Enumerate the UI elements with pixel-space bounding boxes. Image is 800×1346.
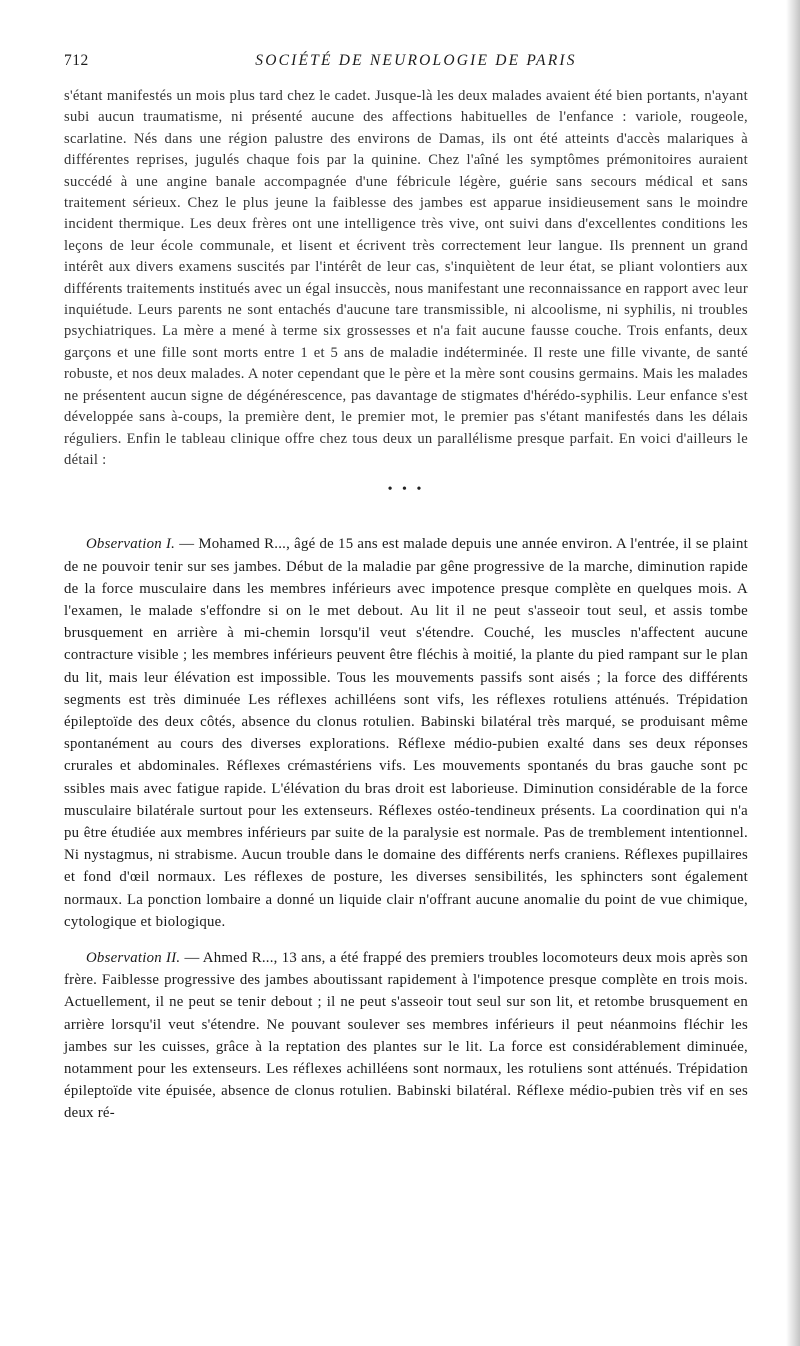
page-header bbox=[64, 52, 748, 74]
ornament-dots: • • • bbox=[387, 482, 425, 498]
observation-2 bbox=[64, 947, 748, 1125]
observation-2-label: Observation II. bbox=[86, 949, 181, 966]
observation-1 bbox=[64, 533, 748, 933]
page-number: 712 bbox=[64, 52, 89, 69]
observation-2-text: — Ahmed R..., 13 ans, a été frappé des premiers troubles locomoteurs deux mois après son frère. Faiblesse progressive des jambes aboutissant rapidement à l'impotence presque complète en trois mois. Actuellement, il ne peut se tenir debout ; il ne peut s'asseoir tout seul sur son lit, et retombe brusquement en arrière lorsqu'il veut s'étendre. Ne pouvant soulever ses membres inférieurs il peut néanmoins fléchir les jambes sur les cuisses, grâce à la reptation des plantes sur le lit. La force est considérablement diminuée, notamment pour les extenseurs. Les réflexes achilléens sont normaux, les rotuliens sont atténués. Trépidation épileptoïde vite épuisée, absence de clonus rotulien. Babinski bilatéral. Réflexe médio-pubien très vif en ses deux ré- bbox=[64, 949, 748, 1122]
observation-1-text: — Mohamed R..., âgé de 15 ans est malade depuis une année environ. A l'entrée, il se plaint de ne pouvoir tenir sur ses jambes. Début de la maladie par gêne progressive de la marche, diminution rapide de la force musculaire dans les membres inférieurs avec impotence presque complète en quelques mois. A l'examen, le malade s'effondre si on le met debout. Au lit il ne peut s'asseoir tout seul, et assis tombe brusquement en arrière à mi-chemin lorsqu'il veut s'étendre. Couché, les muscles n'affectent aucune contracture visible ; les membres inférieurs peuvent être fléchis à moitié, la plante du pied rampant sur le plan du lit, mais leur élévation est impossible. Tous les mouvements passifs sont aisés ; la force des différents segments est très diminuée Les réflexes achilléens sont vifs, les réflexes rotuliens atténués. Trépidation épileptoïde des deux côtés, absence du clonus rotulien. Babinski bilatéral très marqué, se produisant même spontanément au cours des diverses explorations. Réflexe médio-pubien exalté dans ses deux réponses crurales et abdominales. Réflexes crémastériens vifs. Les mouvements spontanés du bras gauche sont pc ssibles mais avec fatigue rapide. L'élévation du bras droit est laborieuse. Diminution considérable de la force musculaire bilatérale surtout pour les extenseurs. Réflexes ostéo-tendineux présents. La coordination qui n'a pu être étudiée aux membres inférieurs par suite de la paralysie est normale. Pas de tremblement intentionnel. Ni nystagmus, ni strabisme. Aucun trouble dans le domaine des différents nerfs craniens. Réflexes pupillaires et fond d'œil normaux. Les réflexes de posture, les diverses sensibilités, les sphincters sont également normaux. La ponction lombaire a donné un liquide clair n'offrant aucune anomalie du point de vue chimique, cytologique et biologique. bbox=[64, 536, 748, 930]
running-title: SOCIÉTÉ DE NEUROLOGIE DE PARIS bbox=[255, 52, 577, 69]
page-spine-shadow bbox=[786, 0, 800, 1346]
intro-paragraph: s'étant manifestés un mois plus tard chez le cadet. Jusque-là les deux malades avaient été bien portants, n'ayant subi aucun traumatisme, ni présenté aucune des affections habituelles de l'enfance : variole, rougeole, scarlatine. Nés dans une région palustre des environs de Damas, ils ont été atteints d'accès malariques à différentes reprises, jugulés chaque fois par la quinine. Chez l'aîné les symptômes prémonitoires auraient succédé à une angine banale accompagnée d'une fébricule légère, guérie sans secours médical et sans traitement sérieux. Chez le plus jeune la faiblesse des jambes est apparue insidieusement sans le moindre incident thermique. Les deux frères ont une intelligence très vive, ont suivi dans d'excellentes conditions les leçons de leur école communale, et lisent et écrivent très correctement leur langue. Ils prennent un grand intérêt aux divers examens suscités par l'intérêt de leur cas, s'inquiètent de leur état, se pliant volontiers aux différents traitements institués avec un égal insuccès, nous manifestant une reconnaissance en rapport avec leur inquiétude. Leurs parents ne sont entachés d'aucune tare transmissible, ni alcoolisme, ni syphilis, ni troubles psychiatriques. La mère a mené à terme six grossesses et n'a fait aucune fausse couche. Trois enfants, deux garçons et une fille sont morts entre 1 et 5 ans de maladie indéterminée. Il reste une fille vivante, de santé robuste, et nos deux malades. A noter cependant que le père et la mère sont cousins germains. Mais les malades ne présentent aucun signe de dégénérescence, pas davantage de stigmates d'hérédo-syphilis. Leur enfance s'est développée sans à-coups, la première dent, le premier mot, le premier pas s'étant manifestés dans les délais réguliers. Enfin le tableau clinique offre chez tous deux un parallélisme presque parfait. En voici d'ailleurs le détail : bbox=[64, 88, 748, 468]
section-ornament bbox=[64, 471, 748, 521]
observation-1-label: Observation I. bbox=[86, 536, 176, 553]
